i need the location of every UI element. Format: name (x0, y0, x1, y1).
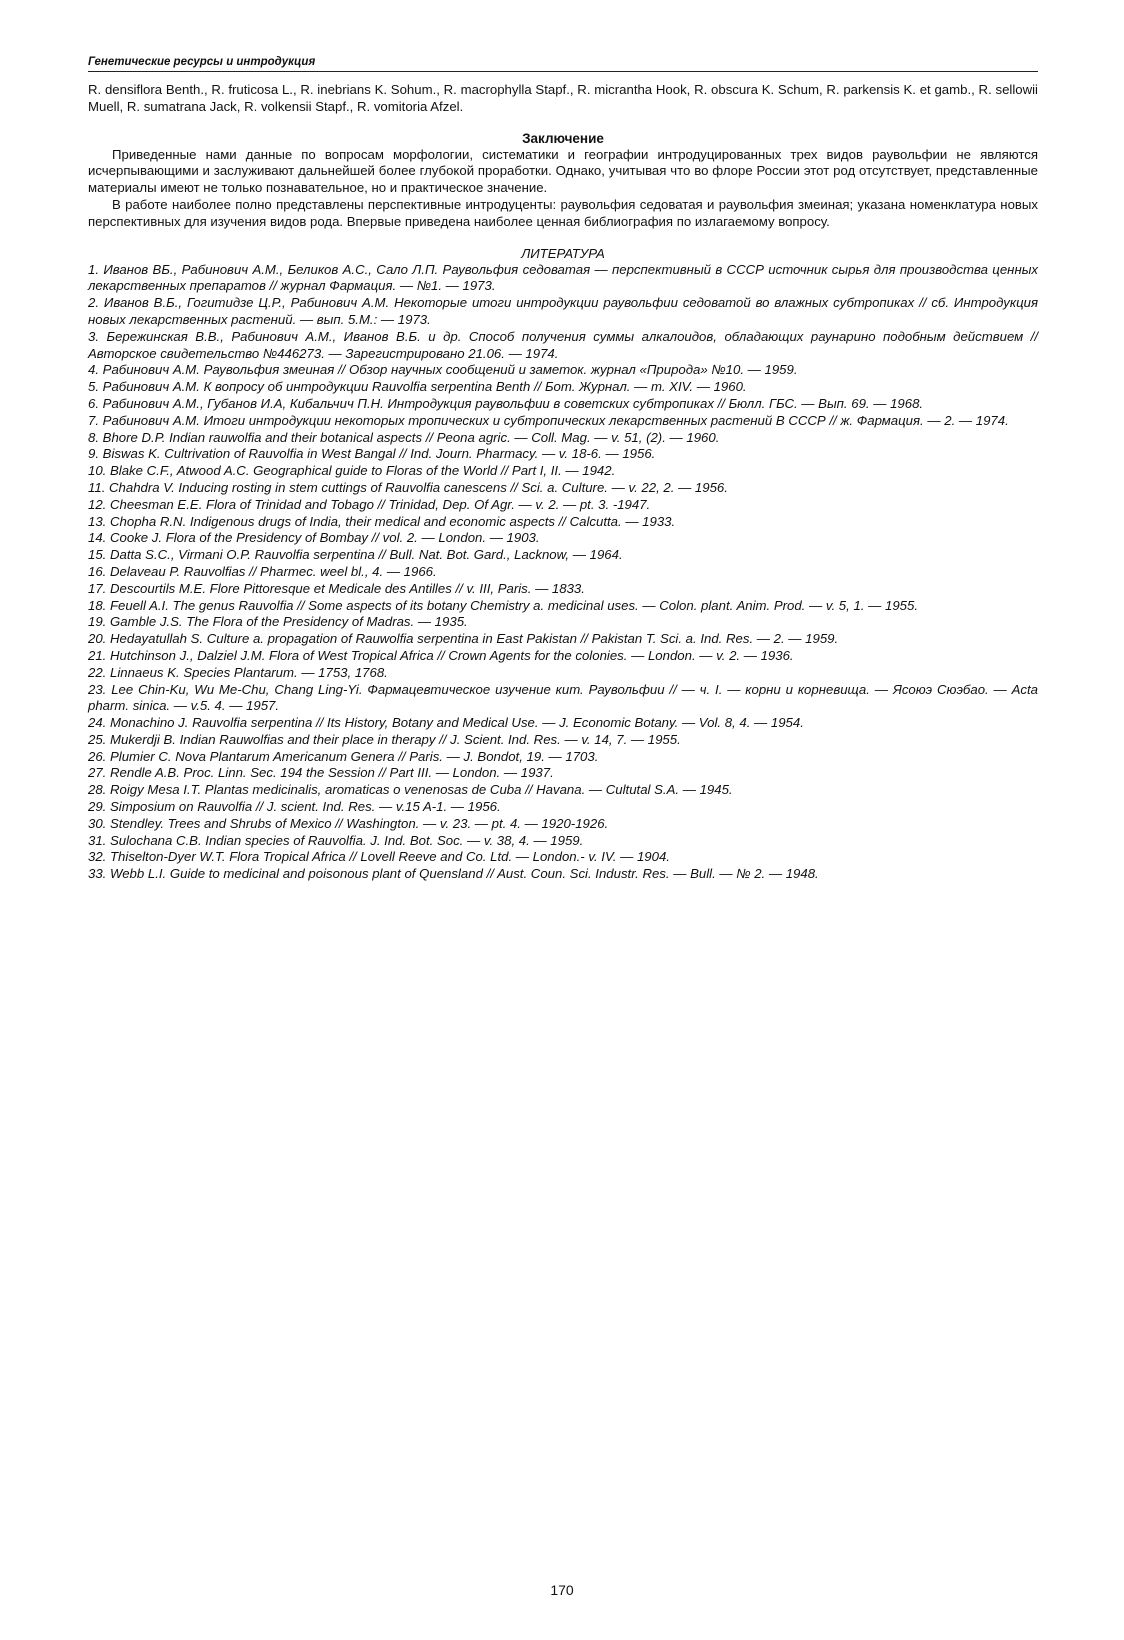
reference-item: 10. Blake C.F., Atwood A.C. Geographical guide to Floras of the World // Part I, II. — 1942. (88, 463, 616, 479)
reference-item: 19. Gamble J.S. The Flora of the Presidency of Madras. — 1935. (88, 614, 468, 630)
reference-item: 15. Datta S.C., Virmani O.P. Rauvolfia serpentina // Bull. Nat. Bot. Gard., Lacknow, — 1964. (88, 547, 623, 563)
reference-item: 23. Lee Chin-Ku, Wu Me-Chu, Chang Ling-Yi. Фармацевтическое изучение кит. Раувольфии // — ч. I. — корни и корневища. — Ясоюэ Сюэбао. — Acta pharm. sinica. — v.5. 4. — 1957. (88, 681, 1038, 714)
reference-item: 12. Cheesman E.E. Flora of Trinidad and Tobago // Trinidad, Dep. Of Agr. — v. 2. — pt. 3. -1947. (88, 496, 651, 512)
reference-item: 21. Hutchinson J., Dalziel J.M. Flora of West Tropical Africa // Crown Agents for the colonies. — London. — v. 2. — 1936. (88, 647, 794, 663)
reference-item: 28. Roigy Mesa I.T. Plantas medicinalis, aromaticas o venenosas de Cuba // Havana. — Cultutal S.A. — 1945. (88, 782, 733, 798)
reference-item: 1. Иванов ВБ., Рабинович А.М., Беликов А.С., Сало Л.П. Раувольфия седоватая — перспективный в СССР источник сырья для производства ценных лекарственных препаратов // журнал Фармация. — №1. — 1973. (88, 261, 1038, 294)
reference-item: 18. Feuell A.I. The genus Rauvolfia // Some aspects of its botany Chemistry a. medicinal uses. — Colon. plant. Anim. Prod. — v. 5, 1. — 1955. (88, 597, 918, 613)
references-list (88, 262, 1038, 883)
reference-item: 17. Descourtils M.E. Flore Pittoresque et Medicale des Antilles // v. III, Paris. — 1833. (88, 580, 585, 596)
reference-item: 20. Hedayatullah S. Culture a. propagation of Rauwolfia serpentina in East Pakistan // Pakistan T. Sci. a. Ind. Res. — 2. — 1959. (88, 631, 839, 647)
reference-item: 25. Mukerdji B. Indian Rauwolfias and their place in therapy // J. Scient. Ind. Res. — v. 14, 7. — 1955. (88, 731, 681, 747)
reference-item: 6. Рабинович А.М., Губанов И.А, Кибальчич П.Н. Интродукция раувольфии в советских субтропиках // Бюлл. ГБС. — Вып. 69. — 1968. (88, 395, 924, 411)
reference-item: 4. Рабинович А.М. Раувольфия змеиная // Обзор научных сообщений и заметок. журнал «Природа» №10. — 1959. (88, 362, 798, 378)
reference-item: 27. Rendle A.B. Proc. Linn. Sec. 194 the Session // Part III. — London. — 1937. (88, 765, 554, 781)
reference-item: 11. Chahdra V. Inducing rosting in stem cuttings of Rauvolfia canescens // Sci. a. Culture. — v. 22, 2. — 1956. (88, 479, 728, 495)
reference-item: 2. Иванов В.Б., Гогитидзе Ц.Р., Рабинович А.М. Некоторые итоги интродукции раувольфии седоватой во влажных субтропиках // сб. Интродукция новых лекарственных растений. — вып. 5.М.: — 1973. (88, 295, 1038, 327)
reference-item: 33. Webb L.I. Guide to medicinal and poisonous plant of Quensland // Aust. Coun. Sci. Industr. Res. — Bull. — № 2. — 1948. (88, 866, 819, 882)
page-number: 170 (550, 1582, 574, 1598)
reference-item: 13. Chopha R.N. Indigenous drugs of India, their medical and economic aspects // Calcutta. — 1933. (88, 513, 676, 529)
running-header: Генетические ресурсы и интродукция (88, 54, 1038, 72)
conclusion-heading: Заключение (522, 130, 604, 146)
reference-item: 5. Рабинович А.М. К вопросу об интродукции Rauvolfia serpentina Benth // Бот. Журнал. — т. XIV. — 1960. (88, 379, 747, 395)
reference-item: 30. Stendley. Trees and Shrubs of Mexico // Washington. — v. 23. — pt. 4. — 1920-1926. (88, 815, 609, 831)
species-list-paragraph: R. densiflora Benth., R. fruticosa L., R. inebrians K. Sohum., R. macrophylla Stapf., R. micrantha Hook, R. obscura K. Schum, R. parkensis K. et gamb., R. sellowii Muell, R. sumatrana Jack, R. volkensii Stapf., R. vomitoria Afzel. (88, 82, 1038, 114)
reference-item: 26. Plumier C. Nova Plantarum Americanum Genera // Paris. — J. Bondot, 19. — 1703. (88, 748, 599, 764)
reference-item: 32. Thiselton-Dyer W.T. Flora Tropical Africa // Lovell Reeve and Co. Ltd. — London.- v. IV. — 1904. (88, 849, 670, 865)
reference-item: 8. Bhore D.P. Indian rauwolfia and their botanical aspects // Peona agric. — Coll. Mag. — v. 51, (2). — 1960. (88, 429, 720, 445)
page-body (88, 54, 1038, 883)
reference-item: 16. Delaveau P. Rauvolfias // Pharmec. weel bl., 4. — 1966. (88, 563, 437, 579)
reference-item: 24. Monachino J. Rauvolfia serpentina // Its History, Botany and Medical Use. — J. Economic Botany. — Vol. 8, 4. — 1954. (88, 715, 804, 731)
conclusion-paragraph: Приведенные нами данные по вопросам морфологии, систематики и географии интродуцированных трех видов раувольфии не являются исчерпывающими и заслуживают дальнейшей более глубокой проработки. Однако, учитывая что во флоре России этот род отсутствует, представленные материалы имеют не только познавательное, но и практическое значение. (88, 146, 1038, 196)
reference-item: 14. Cooke J. Flora of the Presidency of Bombay // vol. 2. — London. — 1903. (88, 530, 540, 546)
references-heading: ЛИТЕРАТУРА (521, 245, 605, 261)
reference-item: 31. Sulochana C.B. Indian species of Rauvolfia. J. Ind. Bot. Soc. — v. 38, 4. — 1959. (88, 832, 584, 848)
reference-item: 7. Рабинович А.М. Итоги интродукции некоторых тропических и субтропических лекарственных растений В СССР // ж. Фармация. — 2. — 1974. (88, 412, 1009, 428)
reference-item: 29. Simposium on Rauvolfia // J. scient. Ind. Res. — v.15 A-1. — 1956. (88, 799, 501, 815)
conclusion-paragraph: В работе наиболее полно представлены перспективные интродуценты: раувольфия седоватая и раувольфия змеиная; указана номенклатура новых перспективных для изучения видов рода. Впервые приведена наиболее ценная библиография по излагаемому вопросу. (88, 196, 1038, 229)
reference-item: 3. Бережинская В.В., Рабинович А.М., Иванов В.Б. и др. Способ получения суммы алкалоидов, обладающих раунарино подобным действием // Авторское свидетельство №446273. — Зарегистрировано 21.06. — 1974. (88, 328, 1038, 361)
reference-item: 9. Biswas K. Cultrivation of Rauvolfia in West Bangal // Ind. Journ. Pharmacy. — v. 18-6. — 1956. (88, 446, 656, 462)
reference-item: 22. Linnaeus K. Species Plantarum. — 1753, 1768. (88, 664, 388, 680)
